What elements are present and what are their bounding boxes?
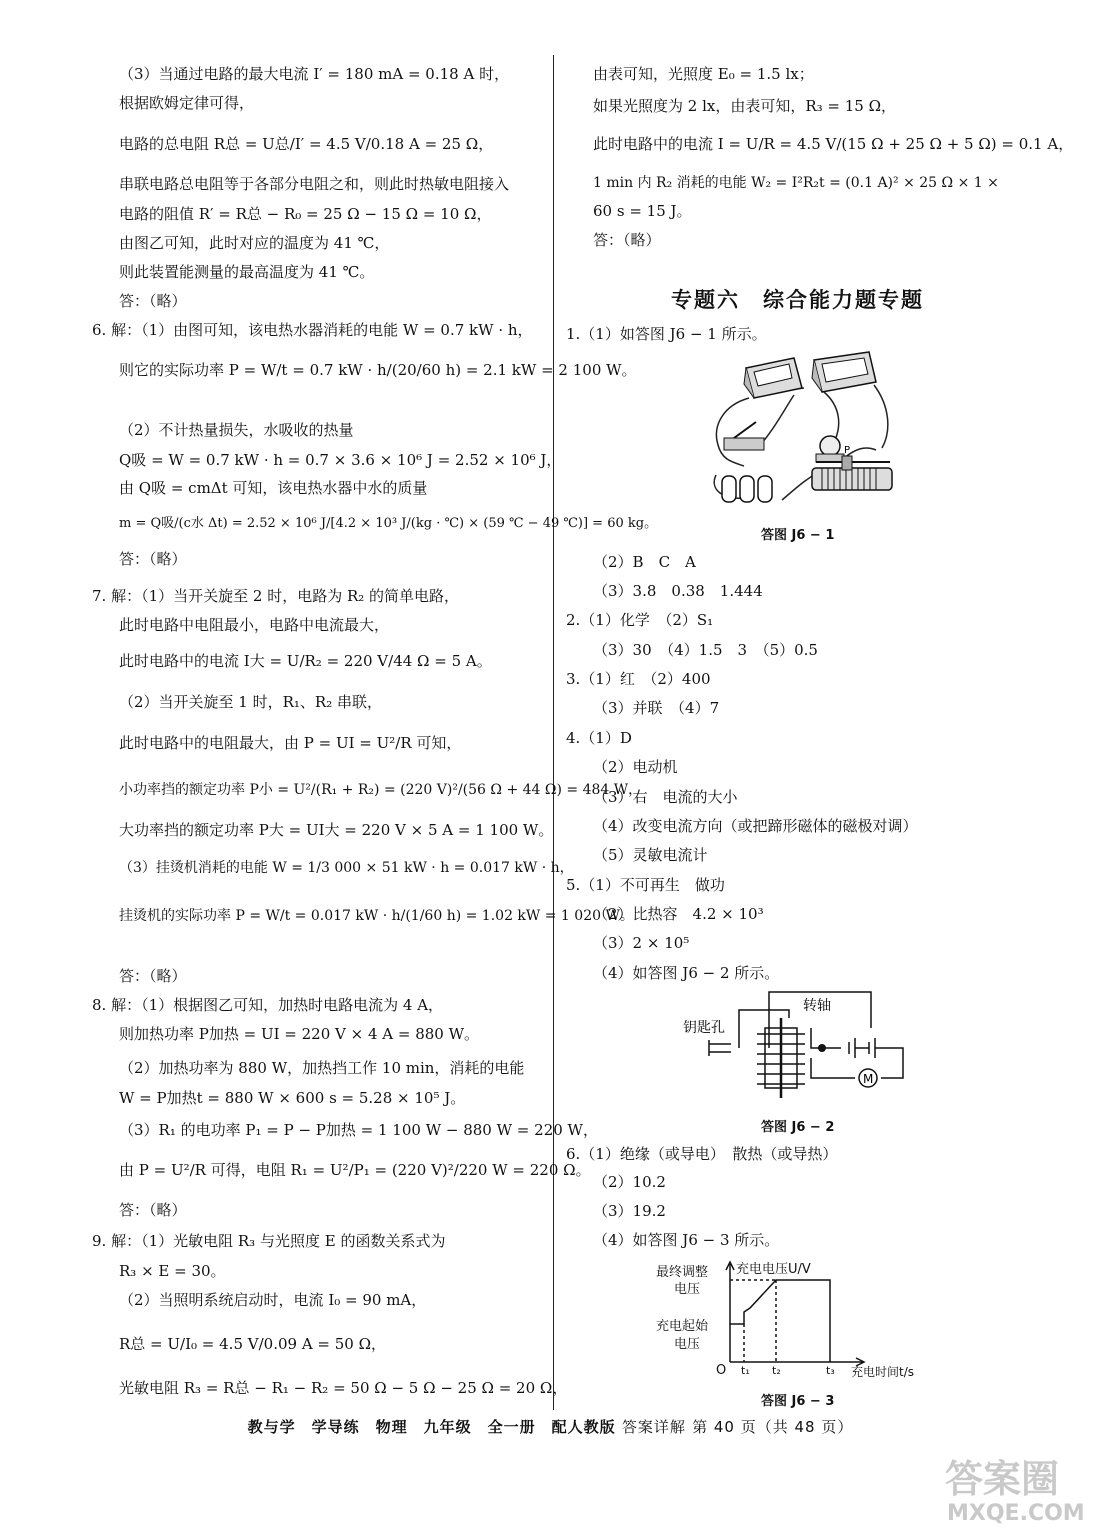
text-line: （3）并联 （4）7 <box>593 699 720 717</box>
text-line: 1 min 内 R₂ 消耗的电能 W₂ = I²R₂t = (0.1 A)² × 25 Ω × 1 × <box>593 175 999 191</box>
text-line: 串联电路总电阻等于各部分电阻之和，则此时热敏电阻接入 <box>119 175 510 193</box>
text-line: （2）不计热量损失，水吸收的热量 <box>119 421 354 439</box>
text-line: 此时电路中的电流 I大 = U/R₂ = 220 V/44 Ω = 5 A。 <box>119 652 492 670</box>
text-line: 则此装置能测量的最高温度为 41 ℃。 <box>119 263 375 281</box>
text-line: （2）10.2 <box>593 1173 666 1191</box>
text-line: R₃ × E = 30。 <box>119 1262 226 1280</box>
text-line: 60 s = 15 J。 <box>593 202 692 220</box>
x-axis-label: 充电时间t/s <box>851 1365 915 1379</box>
bulb-device <box>816 436 844 462</box>
footer-series: 教与学 学导练 物理 九年级 全一册 配人教版 <box>247 1418 616 1436</box>
text-line: （3）右 电流的大小 <box>593 788 738 806</box>
shaft-label: 转轴 <box>803 998 831 1014</box>
text-line: 小功率挡的额定功率 P小 = U²/(R₁ + R₂) = (220 V)²/(56 Ω + 44 Ω) = 484 W， <box>119 782 643 798</box>
origin-label: O <box>716 1363 727 1378</box>
circuit-figure-j6-1 <box>704 350 904 510</box>
question-6-start: 6. 解：（1）由图可知，该电热水器消耗的电能 W = 0.7 kW · h， <box>92 321 533 339</box>
column-divider <box>553 55 554 1410</box>
text-line: W = P加热t = 880 W × 600 s = 5.28 × 10⁵ J。 <box>119 1089 466 1107</box>
question-7-start: 7. 解：（1）当开关旋至 2 时，电路为 R₂ 的简单电路， <box>92 587 460 605</box>
text-line: 由图乙可知，此时对应的温度为 41 ℃， <box>119 234 390 252</box>
text-line: （4）如答图 J6 − 2 所示。 <box>593 964 780 982</box>
voltage-curve <box>730 1280 830 1362</box>
y-axis-label: 充电电压U/V <box>736 1262 811 1277</box>
text-line: （3）3.8 0.38 1.444 <box>593 582 763 600</box>
text-line: 如果光照度为 2 lx，由表可知，R₃ = 15 Ω， <box>593 97 897 115</box>
ammeter-device <box>744 358 802 398</box>
circuit-figure-j6-2 <box>681 988 921 1113</box>
text-line: 根据欧姆定律可得， <box>119 94 255 112</box>
figure-caption: 答图 J6 − 2 <box>761 1120 835 1135</box>
text-line: （3）19.2 <box>593 1202 666 1220</box>
text-line: 电路的总电阻 R总 = U总/I′ = 4.5 V/0.18 A = 25 Ω， <box>119 135 494 153</box>
final-voltage-label: 电压 <box>674 1282 701 1297</box>
text-line: （2）加热功率为 880 W，加热挡工作 10 min，消耗的电能 <box>119 1059 525 1077</box>
contact-point <box>818 1044 826 1052</box>
question-2-start: 2.（1）化学 （2）S₁ <box>566 611 714 629</box>
text-line: （2）当开关旋至 1 时，R₁、R₂ 串联， <box>119 693 383 711</box>
text-line: 答：（略） <box>119 292 187 310</box>
text-line: 则加热功率 P加热 = UI = 220 V × 4 A = 880 W。 <box>119 1025 480 1043</box>
watermark-text: 答案圈 <box>945 1457 1060 1501</box>
battery-pack <box>722 476 772 502</box>
text-line: 挂烫机的实际功率 P = W/t = 0.017 kW · h/(1/60 h) = 1.02 kW = 1 020 W。 <box>119 908 634 924</box>
t1-label: t₁ <box>741 1364 750 1377</box>
figure-caption: 答图 J6 − 1 <box>761 528 835 543</box>
question-8-start: 8. 解：（1）根据图乙可知，加热时电路电流为 4 A， <box>92 996 444 1014</box>
figure-caption: 答图 J6 − 3 <box>761 1394 835 1409</box>
watermark-url: MXQE.COM <box>947 1501 1085 1526</box>
question-6-start: 6.（1）绝缘（或导电） 散热（或导热） <box>566 1145 838 1163</box>
t3-label: t₃ <box>826 1364 835 1377</box>
text-line: （2）比热容 4.2 × 10³ <box>593 905 764 923</box>
question-3-start: 3.（1）红 （2）400 <box>566 670 711 688</box>
footer-section: 答案详解 <box>621 1418 686 1436</box>
text-line: 此时电路中电阻最小，电路中电流最大， <box>119 616 390 634</box>
text-line: R总 = U/I₀ = 4.5 V/0.09 A = 50 Ω， <box>119 1335 387 1353</box>
text-line: （2）电动机 <box>593 758 678 776</box>
motor-label: M <box>863 1072 874 1086</box>
text-line: 由 Q吸 = cmΔt 可知，该电热水器中水的质量 <box>119 479 428 497</box>
text-line: （4）改变电流方向（或把蹄形磁体的磁极对调） <box>593 817 918 835</box>
text-line: 大功率挡的额定功率 P大 = UI大 = 220 V × 5 A = 1 100 W。 <box>119 821 554 839</box>
question-5-start: 5.（1）不可再生 做功 <box>566 876 725 894</box>
text-line: 此时电路中的电阻最大，由 P = UI = U²/R 可知， <box>119 734 462 752</box>
text-line: （2）B C A <box>593 553 696 571</box>
text-line: 答：（略） <box>119 1201 187 1219</box>
question-1-start: 1.（1）如答图 J6 − 1 所示。 <box>566 325 767 343</box>
text-line: 则它的实际功率 P = W/t = 0.7 kW · h/(20/60 h) = 2.1 kW = 2 100 W。 <box>119 361 637 379</box>
text-line: （4）如答图 J6 − 3 所示。 <box>593 1231 780 1249</box>
text-line: （3）挂烫机消耗的电能 W = 1/3 000 × 51 kW · h = 0.017 kW · h， <box>119 860 574 876</box>
text-line: 答：（略） <box>119 967 187 985</box>
page-footer <box>0 1416 1101 1437</box>
text-line: （3）30 （4）1.5 3 （5）0.5 <box>593 641 818 659</box>
text-line: （5）灵敏电流计 <box>593 846 708 864</box>
text-line: 由 P = U²/R 可得，电阻 R₁ = U²/P₁ = (220 V)²/220 W = 220 Ω。 <box>119 1161 591 1179</box>
keyhole-label: 钥匙孔 <box>683 1020 725 1036</box>
text-line: 光敏电阻 R₃ = R总 − R₁ − R₂ = 50 Ω − 5 Ω − 25 Ω = 20 Ω， <box>119 1379 568 1397</box>
question-4-start: 4.（1）D <box>566 729 632 747</box>
text-line: 由表可知，光照度 E₀ = 1.5 lx； <box>593 65 814 83</box>
slider-label: P <box>844 445 851 456</box>
watermark-logo <box>937 1448 1087 1526</box>
question-9-start: 9. 解：（1）光敏电阻 R₃ 与光照度 E 的函数关系式为 <box>92 1232 446 1250</box>
text-line: （3）当通过电路的最大电流 I′ = 180 mA = 0.18 A 时， <box>119 65 510 83</box>
text-line: （2）当照明系统启动时，电流 I₀ = 90 mA， <box>119 1291 427 1309</box>
start-voltage-label: 电压 <box>674 1337 701 1352</box>
text-line: m = Q吸/(c水 Δt) = 2.52 × 10⁶ J/[4.2 × 10³ J/(kg · ℃) × (59 ℃ − 49 ℃)] = 60 kg。 <box>119 516 658 531</box>
final-voltage-label: 最终调整 <box>656 1265 709 1280</box>
voltage-time-graph-j6-3 <box>646 1258 956 1383</box>
footer-page: 第 40 页（共 48 页） <box>692 1418 854 1436</box>
voltmeter-device <box>812 352 876 392</box>
start-voltage-label: 充电起始 <box>656 1319 709 1334</box>
t2-label: t₂ <box>772 1364 781 1377</box>
text-line: 答：（略） <box>593 231 661 249</box>
switch-device <box>724 422 764 450</box>
text-line: （3）R₁ 的电功率 P₁ = P − P加热 = 1 100 W − 880 W = 220 W， <box>119 1121 598 1139</box>
text-line: 此时电路中的电流 I = U/R = 4.5 V/(15 Ω + 25 Ω + 5 Ω) = 0.1 A， <box>593 135 1074 153</box>
text-line: （3）2 × 10⁵ <box>593 934 690 952</box>
text-line: 电路的阻值 R′ = R总 − R₀ = 25 Ω − 15 Ω = 10 Ω， <box>119 205 492 223</box>
text-line: Q吸 = W = 0.7 kW · h = 0.7 × 3.6 × 10⁶ J = 2.52 × 10⁶ J， <box>119 451 562 469</box>
section-title: 专题六 综合能力题专题 <box>671 288 924 312</box>
text-line: 答：（略） <box>119 550 187 568</box>
